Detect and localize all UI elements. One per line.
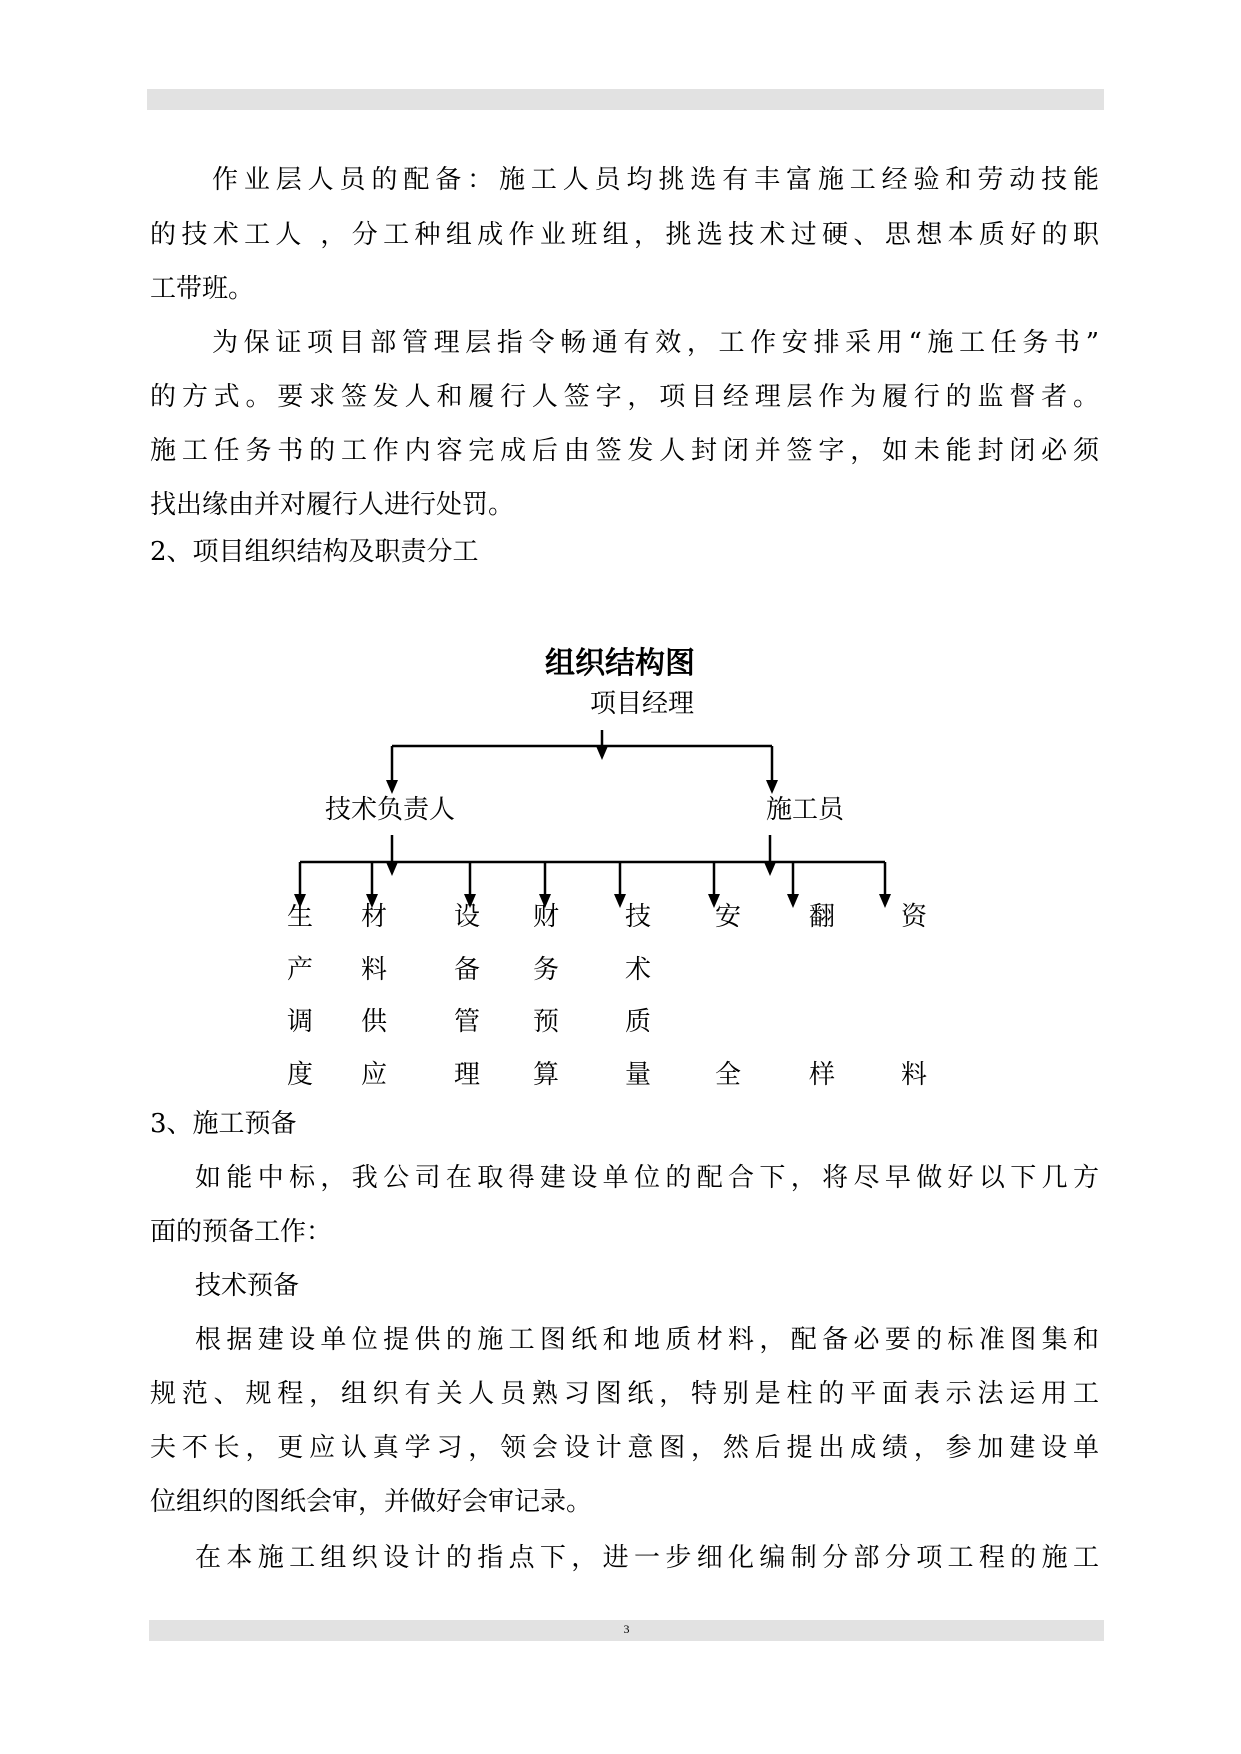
org-node-project-manager: 项目经理 xyxy=(590,689,695,719)
arrowhead xyxy=(766,780,778,794)
page-footer-bar xyxy=(149,1620,1104,1641)
paragraph-line: 施工任务书的工作内容完成后由签发人封闭并签字，如未能封闭必须 xyxy=(150,436,1099,466)
chart-title: 组织结构图 xyxy=(545,646,695,681)
paragraph-line: 规范、规程，组织有关人员熟习图纸，特别是柱的平面表示法运用工 xyxy=(150,1379,1099,1409)
org-dept-safety: 安 全 xyxy=(714,902,741,1090)
org-dept-technical-quality: 技 术 质 量 xyxy=(624,902,651,1090)
paragraph-line: 夫不长，更应认真学习，领会设计意图，然后提出成绩，参加建设单 xyxy=(150,1433,1099,1463)
arrowhead xyxy=(596,746,608,760)
paragraph-line: 的方式。要求签发人和履行人签字，项目经理层作为履行的监督者。 xyxy=(150,382,1099,412)
paragraph-line: 根据建设单位提供的施工图纸和地质材料，配备必要的标准图集和 xyxy=(195,1325,1099,1355)
paragraph-line: 找出缘由并对履行人进行处罚。 xyxy=(150,490,515,520)
paragraph-line: 面的预备工作： xyxy=(150,1217,333,1247)
paragraph-line: 的技术工人 ，分工种组成作业班组，挑选技术过硬、思想本质好的职 xyxy=(150,220,1099,250)
org-dept-production-scheduling: 生 产 调 度 xyxy=(286,902,313,1090)
paragraph-line: 为保证项目部管理层指令畅通有效，工作安排采用“施工任务书” xyxy=(212,328,1099,358)
org-dept-documents: 资 料 xyxy=(900,902,927,1090)
org-dept-layout: 翻 样 xyxy=(808,902,835,1090)
paragraph-line: 如能中标，我公司在取得建设单位的配合下，将尽早做好以下几方 xyxy=(195,1163,1099,1193)
paragraph-line: 在本施工组织设计的指点下，进一步细化编制分部分项工程的施工 xyxy=(195,1543,1099,1573)
org-node-construction-officer: 施工员 xyxy=(766,795,845,825)
org-dept-finance-budget: 财 务 预 算 xyxy=(532,902,559,1090)
section-heading: 2、项目组织结构及职责分工 xyxy=(150,537,479,567)
arrowhead xyxy=(386,862,398,876)
paragraph-line: 位组织的图纸会审，并做好会审记录。 xyxy=(150,1487,593,1517)
arrowhead xyxy=(879,894,891,908)
page-number: 3 xyxy=(623,1621,630,1636)
arrowhead xyxy=(764,862,776,876)
org-dept-material-supply: 材 料 供 应 xyxy=(360,902,387,1090)
paragraph-line: 作业层人员的配备：施工人员均挑选有丰富施工经验和劳动技能 xyxy=(212,165,1099,195)
arrowhead xyxy=(787,894,799,908)
arrowhead xyxy=(386,780,398,794)
org-dept-equipment-management: 设 备 管 理 xyxy=(453,902,480,1090)
subheading: 技术预备 xyxy=(195,1271,300,1301)
paragraph-line: 工带班。 xyxy=(150,274,255,304)
section-heading: 3、施工预备 xyxy=(150,1109,297,1139)
org-node-technical-lead: 技术负责人 xyxy=(325,795,456,825)
